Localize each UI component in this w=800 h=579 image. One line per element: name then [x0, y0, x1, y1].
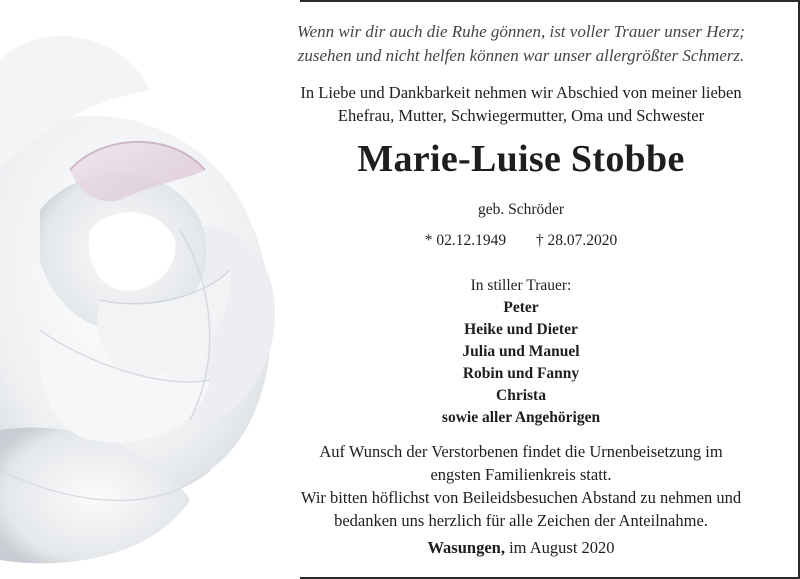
note-line-1: Auf Wunsch der Verstorbenen findet die Urnenbeisetzung im: [319, 442, 723, 461]
white-rose-image: [0, 0, 300, 579]
mourner-name: sowie aller Angehörigen: [441, 409, 601, 426]
death-date: † 28.07.2020: [535, 232, 618, 249]
note-line-4: bedanken uns herzlich für alle Zeichen der Anteilnahme.: [334, 511, 708, 530]
poem-line-2: zusehen und nicht helfen können war unser allergrößter Schmerz.: [297, 46, 745, 65]
intro-line-1: In Liebe und Dankbarkeit nehmen wir Abschied von meiner lieben: [300, 83, 742, 102]
poem-line-1: Wenn wir dir auch die Ruhe gönnen, ist voller Trauer unser Herz;: [297, 22, 745, 41]
mourner-name: Christa: [496, 387, 546, 404]
mourner-name: Heike und Dieter: [464, 321, 578, 338]
notice-text-block: [262, 0, 780, 579]
deceased-name: Marie-Luise Stobbe: [357, 138, 685, 180]
mourner-name: Robin und Fanny: [462, 365, 580, 382]
note-line-3: Wir bitten höflichst von Beileidsbesuchen Abstand zu nehmen und: [300, 488, 742, 507]
birth-date: * 02.12.1949: [424, 232, 507, 249]
mourner-name: Julia und Manuel: [462, 343, 580, 360]
note-line-2: engsten Familienkreis statt.: [430, 465, 612, 484]
mourner-name: Peter: [503, 299, 539, 316]
date: im August 2020: [509, 538, 615, 557]
intro-line-2: Ehefrau, Mutter, Schwiegermutter, Oma und Schwester: [337, 106, 705, 125]
mourners-heading: In stiller Trauer:: [470, 277, 572, 294]
maiden-name: geb. Schröder: [477, 201, 565, 218]
place: Wasungen,: [427, 538, 505, 557]
life-dates: [262, 232, 780, 250]
place-date-line: [262, 538, 780, 558]
